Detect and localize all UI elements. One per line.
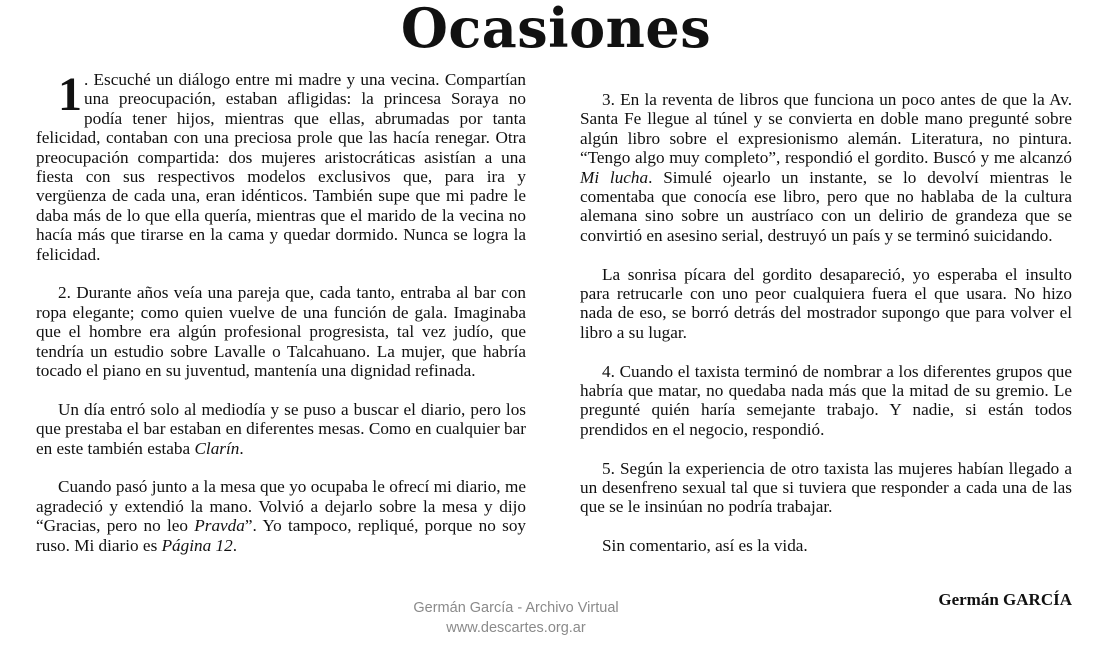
- paragraph-2: 2. Durante años veía una pareja que, cada tanto, entraba al bar con ropa elegante; como quien vuelve de una función de gala. Imaginaba que el hombre era algún profesional progresista, tal vez judío, que tendría un estudio sobre Lavalle o Talcahuano. La mujer, que habría tocado el piano en su juventud, mantenía una dignidad refinada.: [36, 283, 526, 381]
- paragraph-8: 5. Según la experiencia de otro taxista las mujeres habían llegado a un desenfreno sexual tal que si tuviera que responder a cada una de las que se le insinúan no podría trabajar.: [580, 458, 1072, 517]
- left-column: [36, 70, 526, 575]
- paragraph-3-end: .: [239, 438, 244, 458]
- italic-clarin: Clarín: [194, 438, 240, 458]
- paragraph-1: [36, 70, 526, 264]
- author-signature: Germán GARCÍA: [938, 590, 1072, 609]
- paragraph-4: [36, 477, 526, 555]
- footer-archive: Germán García - Archivo Virtual: [413, 600, 619, 616]
- italic-mi-lucha: Mi lucha: [580, 167, 649, 187]
- page-title: Ocasiones: [400, 0, 712, 60]
- paragraph-1-text: . Escuché un diálogo entre mi madre y una vecina. Compartían una preocupación, estaban afligidas: la princesa Soraya no podía tener hijos, mientras que ellas, abrumadas por tanta felicidad, contaban con una preciosa prole que las hacía renegar. Otra preocupación compartida: dos mujeres aristocráticas asistían a una fiesta con sus respectivos modelos exclusivos que, para ira y vergüenza de cada una, eran idénticos. También supe que mi padre le daba más de lo que ella quería, mientras que el marido de la vecina no hacía más que tirarse en la cama y quedar dormido. Nunca se logra la felicidad.: [36, 70, 526, 264]
- drop-cap: 1: [58, 68, 82, 121]
- paragraph-4-text: Cuando pasó junto a la mesa que yo ocupaba le ofrecí mi diario, me agradeció y extendió la mano. Volvió a dejarlo sobre la mesa y dijo “Gracias, pero no leo: [36, 477, 526, 536]
- paragraph-5: [580, 90, 1072, 245]
- italic-pravda: Pravda: [194, 516, 245, 536]
- paragraph-3-text: Un día entró solo al mediodía y se puso a buscar el diario, pero los que prestaba el bar estaban en diferentes mesas. Como en cualquier bar en este también estaba: [36, 399, 526, 458]
- paragraph-9: Sin comentario, así es la vida.: [602, 536, 808, 556]
- paragraph-5-text: 3. En la reventa de libros que funciona un poco antes de que la Av. Santa Fe llegue al túnel y se convierta en doble mano pregunté sobre algún libro sobre el expresionismo alemán. Literatura, no pintura. “Tengo algo muy completo”, respondió el gordito. Buscó y me alcanzó: [580, 90, 1072, 168]
- paragraph-4-middle: ”. Yo tampoco, repliqué, porque no soy ruso. Mi diario es: [36, 516, 527, 555]
- paragraph-6: La sonrisa pícara del gordito desapareció, yo esperaba el insulto para retrucarle con uno peor cualquiera fuera el que usara. No hizo nada de eso, se borró detrás del mostrador supongo que para volver el libro a su lugar.: [580, 264, 1072, 342]
- paragraph-5-end: . Simulé ojearlo un instante, se lo devolví mientras le comentaba que conocía ese libro, pero que no hablaba de la cultura alemana sino sobre un austríaco con un delirio de grandeza que se convirtió en asesino serial, destruyó un país y se terminó suicidando.: [580, 167, 1072, 245]
- footer-url[interactable]: www.descartes.org.ar: [446, 620, 586, 636]
- italic-pagina-12: Página 12: [161, 535, 233, 555]
- right-column: [580, 90, 1072, 575]
- paragraph-4-end: .: [232, 535, 237, 555]
- paragraph-7: 4. Cuando el taxista terminó de nombrar a los diferentes grupos que habría que matar, no quedaba nada más que la mitad de su gremio. Le pregunté quién haría semejante trabajo. Y nadie, si están todos prendidos en el negocio, respondió.: [580, 361, 1072, 439]
- paragraph-3: [36, 400, 526, 458]
